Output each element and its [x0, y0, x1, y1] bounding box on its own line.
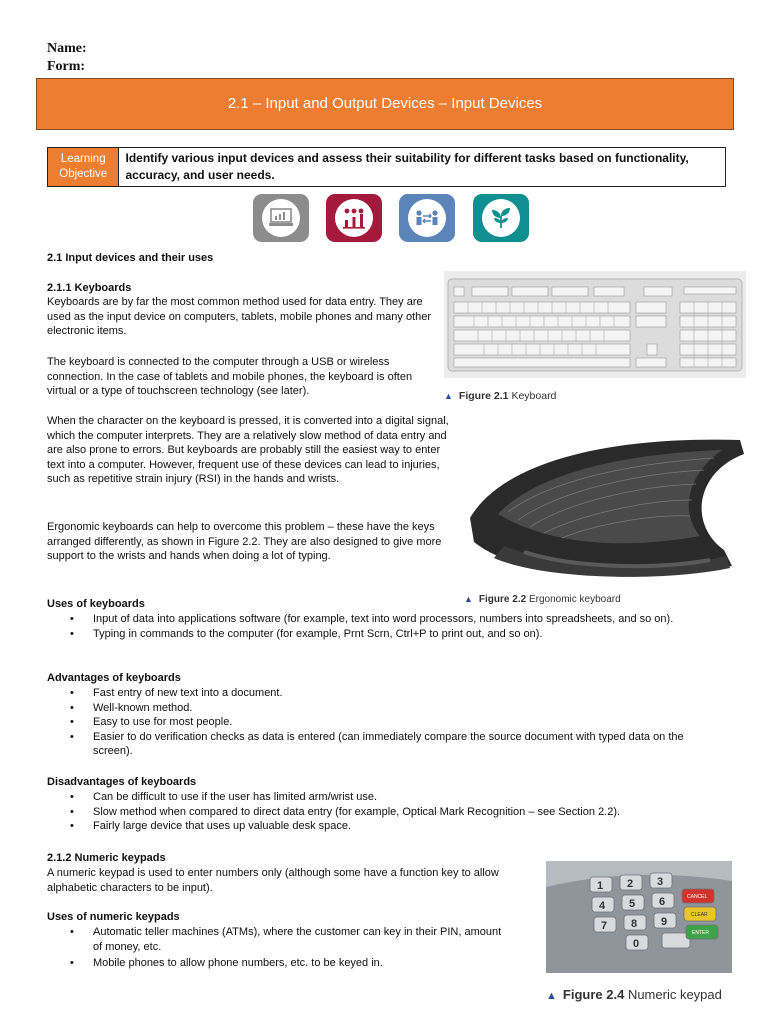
figure-label: Numeric keypad — [627, 987, 722, 1002]
numeric-keypads-paragraph: A numeric keypad is used to enter numbers only (although some have a function key to allow alphabetic characters to be input). — [47, 867, 499, 894]
keyboard-illustration — [444, 271, 746, 378]
numeric-keypads-heading: 2.1.2 Numeric keypads — [47, 852, 166, 864]
list-item: • Well-known method. — [47, 701, 717, 716]
learning-objective-text: Identify various input devices and assess their suitability for different tasks based on functionality, accuracy, and user needs. — [125, 151, 689, 182]
keypad-key-6: 6 — [659, 896, 666, 908]
uses-keyboards-list — [47, 612, 717, 641]
list-item: • Can be difficult to use if the user has limited arm/wrist use. — [47, 790, 727, 805]
learning-objective-label: Learning Objective — [48, 148, 119, 186]
keypad-enter-label: ENTER — [692, 930, 709, 936]
list-item: • Easier to do verification checks as data is entered (can immediately compare the source document with typed data on the screen). — [47, 730, 717, 759]
figure-keyboard-image — [444, 271, 746, 378]
list-item: • Slow method when compared to direct data entry (for example, Optical Mark Recognition – see Section 2.2). — [47, 805, 727, 820]
computer-chart-icon — [253, 194, 309, 242]
keyboards-heading: 2.1.1 Keyboards — [47, 282, 132, 294]
triangle-icon: ▲ — [546, 990, 557, 1002]
disadvantages-list — [47, 790, 727, 834]
ergonomic-keyboard-illustration — [464, 432, 748, 584]
section-heading: 2.1 Input devices and their uses — [47, 252, 214, 264]
figure-number: Figure 2.4 — [562, 987, 625, 1002]
advantages-heading: Advantages of keyboards — [47, 672, 181, 684]
figure-label: Keyboard — [511, 390, 557, 402]
list-item: • Mobile phones to allow phone numbers, etc. to be keyed in. — [47, 956, 507, 971]
keyboards-paragraph-1: Keyboards are by far the most common method used for data entry. They are used as the input device on computers, tablets, mobile phones and many other electronic items. — [47, 296, 432, 338]
list-item: • Typing in commands to the computer (for example, Prnt Scrn, Ctrl+P to print out, and so on). — [47, 627, 717, 642]
people-exchange-icon-glyph — [414, 207, 440, 229]
keypad-key-8: 8 — [631, 918, 638, 930]
uses-numeric-keypads-list — [47, 925, 507, 971]
list-item: • Fairly large device that uses up valuable desk space. — [47, 819, 727, 834]
keypad-key-3: 3 — [657, 876, 664, 888]
keyboards-paragraph-3: When the character on the keyboard is pressed, it is converted into a digital signal, which the computer interprets. They are a relatively slow method of data entry and are also prone to errors. But keyboards are probably still the easiest way to enter text into a computer. However, frequent use of these devices can lead to injuries, such as repetitive strain injury (RSI) in the hands and wrists. — [47, 415, 449, 486]
computer-chart-icon-glyph — [268, 207, 294, 229]
numeric-keypad-illustration — [546, 861, 732, 973]
page-title-text: 2.1 – Input and Output Devices – Input Devices — [227, 94, 543, 112]
figure-numeric-keypad-image — [546, 861, 732, 973]
list-item: • Fast entry of new text into a document. — [47, 686, 717, 701]
name-label: Name: — [47, 41, 87, 56]
uses-keyboards-heading: Uses of keyboards — [47, 598, 145, 610]
people-growth-icon — [326, 194, 382, 242]
keypad-key-2: 2 — [627, 878, 634, 890]
page-title — [36, 78, 734, 130]
form-label: Form: — [47, 59, 86, 74]
figure-ergonomic-keyboard-image — [464, 432, 748, 584]
triangle-icon: ▲ — [444, 391, 453, 401]
keypad-key-9: 9 — [661, 916, 668, 928]
uses-numeric-keypads-heading: Uses of numeric keypads — [47, 911, 180, 923]
keyboards-paragraph-4: Ergonomic keyboards can help to overcome this problem – these have the keys arranged differently, as shown in Figure 2.2. They are also designed to give more support to the wrists and hands when doing a lot of typing. — [47, 521, 442, 563]
keypad-cancel-label: CANCEL — [687, 894, 708, 900]
learning-objective-box — [47, 147, 726, 187]
people-exchange-icon — [399, 194, 455, 242]
keypad-key-4: 4 — [599, 900, 606, 912]
plant-icon-glyph — [488, 206, 514, 230]
figure-number: Figure 2.1 — [458, 390, 509, 402]
keypad-key-5: 5 — [629, 898, 636, 910]
keyboards-paragraph-2: The keyboard is connected to the computer through a USB or wireless connection. In the case of tablets and mobile phones, the keyboard is often virtual or a type of touchscreen technology (see later). — [47, 356, 413, 398]
disadvantages-heading: Disadvantages of keyboards — [47, 776, 197, 788]
triangle-icon: ▲ — [464, 594, 473, 604]
figure-2-2-caption — [464, 592, 621, 608]
advantages-list — [47, 686, 717, 759]
people-growth-icon-glyph — [341, 206, 367, 230]
list-item: • Input of data into applications software (for example, text into word processors, numbers into spreadsheets, and so on). — [47, 612, 717, 627]
keypad-key-7: 7 — [601, 920, 608, 932]
list-item: • Automatic teller machines (ATMs), where the customer can key in their PIN, amount of money, etc. — [47, 925, 507, 954]
figure-2-1-caption — [444, 389, 556, 404]
keypad-clear-label: CLEAR — [691, 912, 708, 918]
plant-icon — [473, 194, 529, 242]
figure-label: Ergonomic keyboard — [528, 594, 621, 605]
keypad-key-1: 1 — [597, 880, 604, 892]
list-item: • Easy to use for most people. — [47, 715, 717, 730]
figure-number: Figure 2.2 — [478, 594, 527, 605]
figure-2-4-caption — [546, 988, 722, 1004]
keypad-key-0: 0 — [633, 938, 640, 950]
